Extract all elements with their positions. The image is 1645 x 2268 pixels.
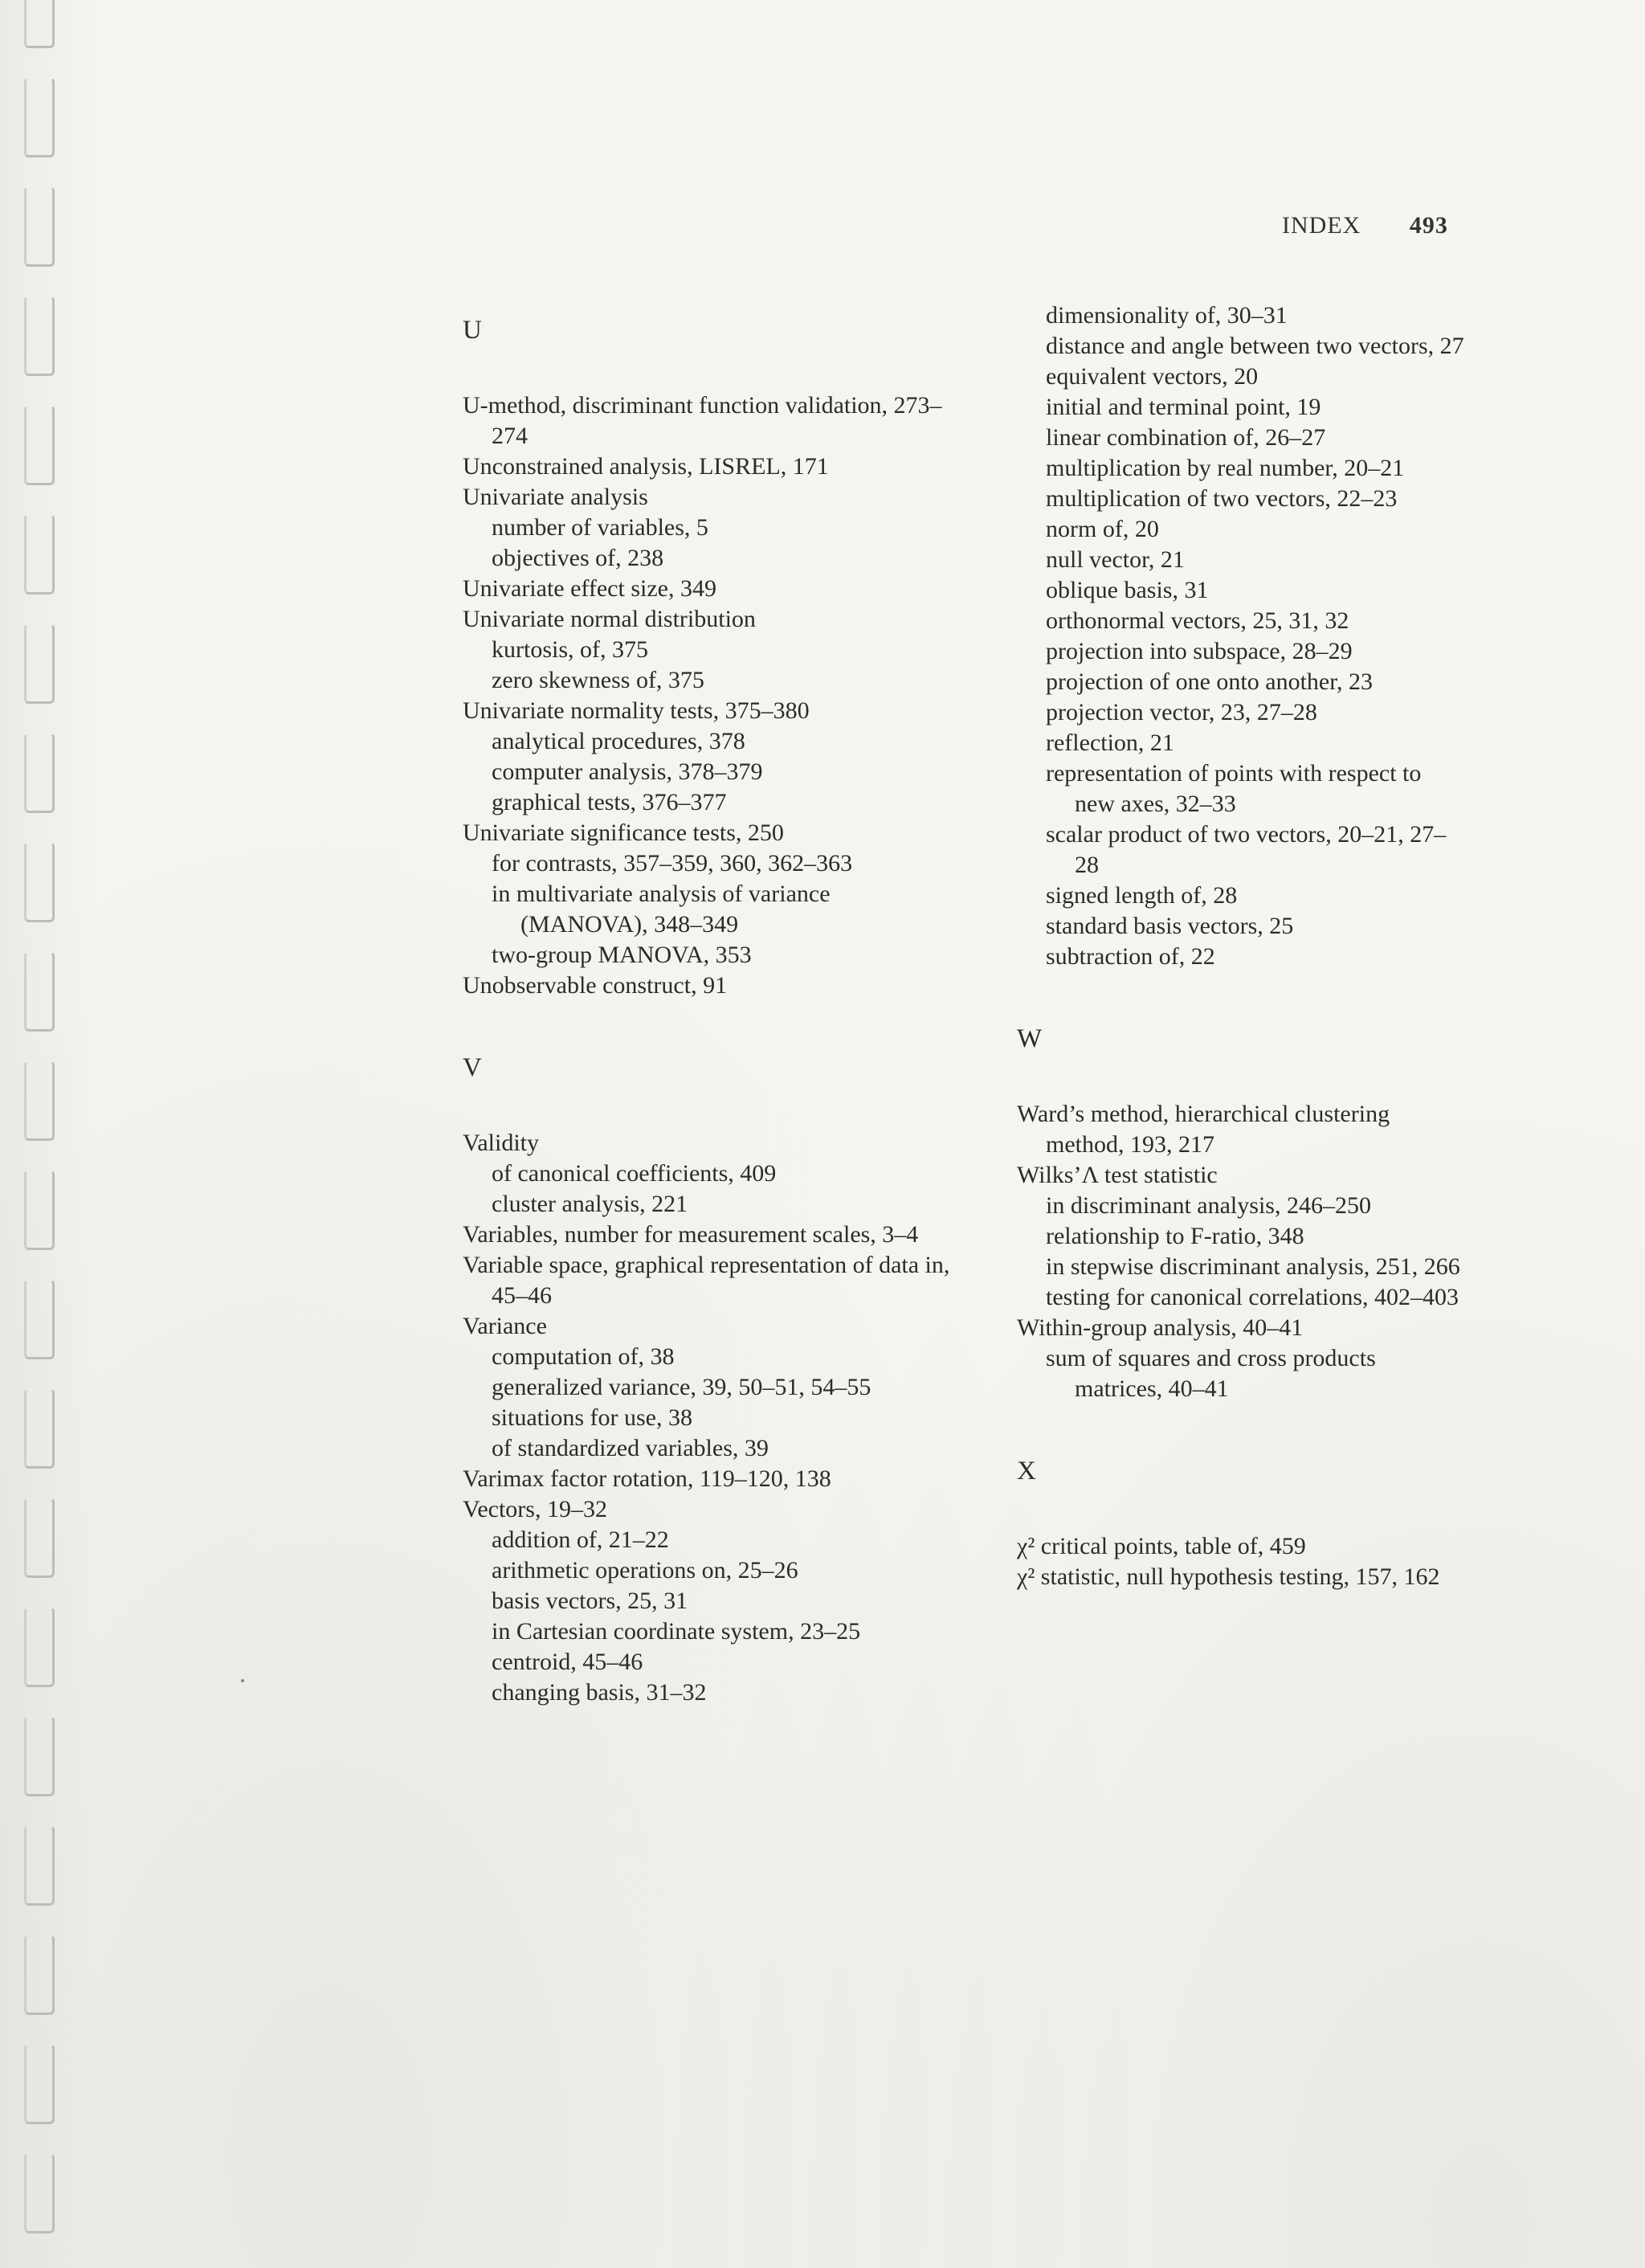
index-subentry: subtraction of, 22 bbox=[1046, 943, 1215, 970]
index-entry: U-method, discriminant function validation, 273–274 bbox=[463, 392, 942, 449]
index-entry: Wilks’Λ test statistic bbox=[1017, 1162, 1218, 1188]
binding-ring bbox=[24, 1279, 55, 1359]
index-subentry: addition of, 21–22 bbox=[492, 1526, 669, 1553]
index-subentry: testing for canonical correlations, 402–403 bbox=[1046, 1284, 1459, 1310]
running-head bbox=[1282, 212, 1448, 239]
index-subentry: in stepwise discriminant analysis, 251, 266 bbox=[1046, 1253, 1460, 1280]
index-subentry: signed length of, 28 bbox=[1046, 882, 1238, 909]
stray-mark bbox=[241, 1679, 244, 1682]
index-subentry: zero skewness of, 375 bbox=[492, 667, 704, 693]
binding-ring bbox=[24, 0, 55, 48]
right-column bbox=[1017, 300, 1467, 1592]
index-subentry: of standardized variables, 39 bbox=[492, 1435, 769, 1461]
spiral-binding bbox=[11, 0, 67, 2268]
section-v-entries bbox=[463, 1128, 961, 1708]
index-entry: Unconstrained analysis, LISREL, 171 bbox=[463, 453, 829, 480]
section-letter-u: U bbox=[463, 316, 482, 345]
section-letter-x: X bbox=[1017, 1457, 1036, 1485]
index-subentry: scalar product of two vectors, 20–21, 27–28 bbox=[1046, 821, 1447, 878]
index-subentry: for contrasts, 357–359, 360, 362–363 bbox=[492, 850, 853, 877]
index-entry: Univariate significance tests, 250 bbox=[463, 819, 784, 846]
index-subentry: changing basis, 31–32 bbox=[492, 1679, 707, 1706]
section-u-entries bbox=[463, 390, 961, 1001]
index-subentry: multiplication by real number, 20–21 bbox=[1046, 455, 1405, 481]
binding-ring bbox=[24, 1935, 55, 2015]
index-subentry: in discriminant analysis, 246–250 bbox=[1046, 1192, 1371, 1219]
index-entry: Validity bbox=[463, 1130, 539, 1156]
index-entry: Variance bbox=[463, 1313, 547, 1339]
index-entry: Variables, number for measurement scales, 3–4 bbox=[463, 1221, 919, 1248]
binding-ring bbox=[24, 1060, 55, 1141]
index-subentry: computer analysis, 378–379 bbox=[492, 758, 763, 785]
section-letter-w: W bbox=[1017, 1024, 1043, 1053]
index-subentry: number of variables, 5 bbox=[492, 514, 708, 541]
index-subentry: projection into subspace, 28–29 bbox=[1046, 638, 1353, 664]
binding-ring bbox=[24, 2044, 55, 2124]
binding-ring bbox=[24, 623, 55, 704]
section-x-entries bbox=[1017, 1531, 1467, 1592]
running-head-title: INDEX bbox=[1282, 212, 1361, 239]
index-subentry: projection vector, 23, 27–28 bbox=[1046, 699, 1317, 725]
index-subentry: two-group MANOVA, 353 bbox=[492, 942, 752, 968]
index-subentry: initial and terminal point, 19 bbox=[1046, 394, 1321, 420]
binding-ring bbox=[24, 405, 55, 485]
binding-ring bbox=[24, 296, 55, 376]
binding-ring bbox=[24, 514, 55, 595]
section-v-continued-entries bbox=[1017, 300, 1467, 972]
index-subentry: computation of, 38 bbox=[492, 1343, 675, 1370]
index-entry: χ² statistic, null hypothesis testing, 157, 162 bbox=[1017, 1563, 1440, 1590]
binding-ring bbox=[24, 1170, 55, 1250]
binding-ring bbox=[24, 2153, 55, 2233]
binding-ring bbox=[24, 1388, 55, 1469]
left-column bbox=[463, 315, 961, 1708]
binding-ring bbox=[24, 733, 55, 813]
index-subentry: equivalent vectors, 20 bbox=[1046, 363, 1259, 390]
index-entry: Univariate analysis bbox=[463, 484, 648, 510]
index-subentry: sum of squares and cross products matrices, 40–41 bbox=[1046, 1345, 1376, 1402]
index-entry: Within-group analysis, 40–41 bbox=[1017, 1314, 1304, 1341]
index-entry: Univariate normality tests, 375–380 bbox=[463, 697, 810, 724]
index-subentry: dimensionality of, 30–31 bbox=[1046, 302, 1288, 329]
index-entry: Univariate effect size, 349 bbox=[463, 575, 716, 602]
index-subentry: relationship to F-ratio, 348 bbox=[1046, 1223, 1304, 1249]
binding-ring bbox=[24, 1825, 55, 1906]
index-subentry: generalized variance, 39, 50–51, 54–55 bbox=[492, 1374, 871, 1400]
binding-ring bbox=[24, 1716, 55, 1796]
binding-ring bbox=[24, 1498, 55, 1578]
index-subentry: norm of, 20 bbox=[1046, 516, 1159, 542]
index-subentry: analytical procedures, 378 bbox=[492, 728, 745, 754]
index-entry: Variable space, graphical representation of data in, 45–46 bbox=[463, 1252, 950, 1309]
section-w-entries bbox=[1017, 1099, 1467, 1404]
index-entry: Unobservable construct, 91 bbox=[463, 972, 728, 999]
binding-ring bbox=[24, 842, 55, 922]
index-subentry: in multivariate analysis of variance (MANOVA), 348–349 bbox=[492, 881, 831, 938]
section-letter-v: V bbox=[463, 1053, 482, 1082]
index-subentry: reflection, 21 bbox=[1046, 729, 1174, 756]
index-entry: χ² critical points, table of, 459 bbox=[1017, 1533, 1306, 1559]
page-number: 493 bbox=[1409, 212, 1448, 239]
index-subentry: multiplication of two vectors, 22–23 bbox=[1046, 485, 1398, 512]
binding-ring bbox=[24, 186, 55, 267]
index-subentry: standard basis vectors, 25 bbox=[1046, 913, 1294, 939]
index-subentry: representation of points with respect to new axes, 32–33 bbox=[1046, 760, 1422, 817]
index-subentry: basis vectors, 25, 31 bbox=[492, 1588, 688, 1614]
index-subentry: linear combination of, 26–27 bbox=[1046, 424, 1326, 451]
index-subentry: in Cartesian coordinate system, 23–25 bbox=[492, 1618, 861, 1645]
index-entry: Varimax factor rotation, 119–120, 138 bbox=[463, 1465, 831, 1492]
index-subentry: arithmetic operations on, 25–26 bbox=[492, 1557, 798, 1584]
index-subentry: of canonical coefficients, 409 bbox=[492, 1160, 777, 1187]
index-subentry: cluster analysis, 221 bbox=[492, 1191, 688, 1217]
index-entry: Vectors, 19–32 bbox=[463, 1496, 607, 1522]
index-subentry: orthonormal vectors, 25, 31, 32 bbox=[1046, 607, 1349, 634]
index-subentry: projection of one onto another, 23 bbox=[1046, 668, 1374, 695]
index-entry: Ward’s method, hierarchical clustering method, 193, 217 bbox=[1017, 1101, 1390, 1158]
binding-ring bbox=[24, 951, 55, 1032]
binding-ring bbox=[24, 77, 55, 157]
index-subentry: oblique basis, 31 bbox=[1046, 577, 1209, 603]
index-subentry: graphical tests, 376–377 bbox=[492, 789, 727, 815]
index-subentry: objectives of, 238 bbox=[492, 545, 664, 571]
index-subentry: distance and angle between two vectors, 27 bbox=[1046, 333, 1464, 359]
index-subentry: kurtosis, of, 375 bbox=[492, 636, 648, 663]
binding-ring bbox=[24, 1607, 55, 1687]
index-subentry: situations for use, 38 bbox=[492, 1404, 692, 1431]
index-subentry: centroid, 45–46 bbox=[492, 1649, 643, 1675]
index-subentry: null vector, 21 bbox=[1046, 546, 1185, 573]
index-entry: Univariate normal distribution bbox=[463, 606, 756, 632]
